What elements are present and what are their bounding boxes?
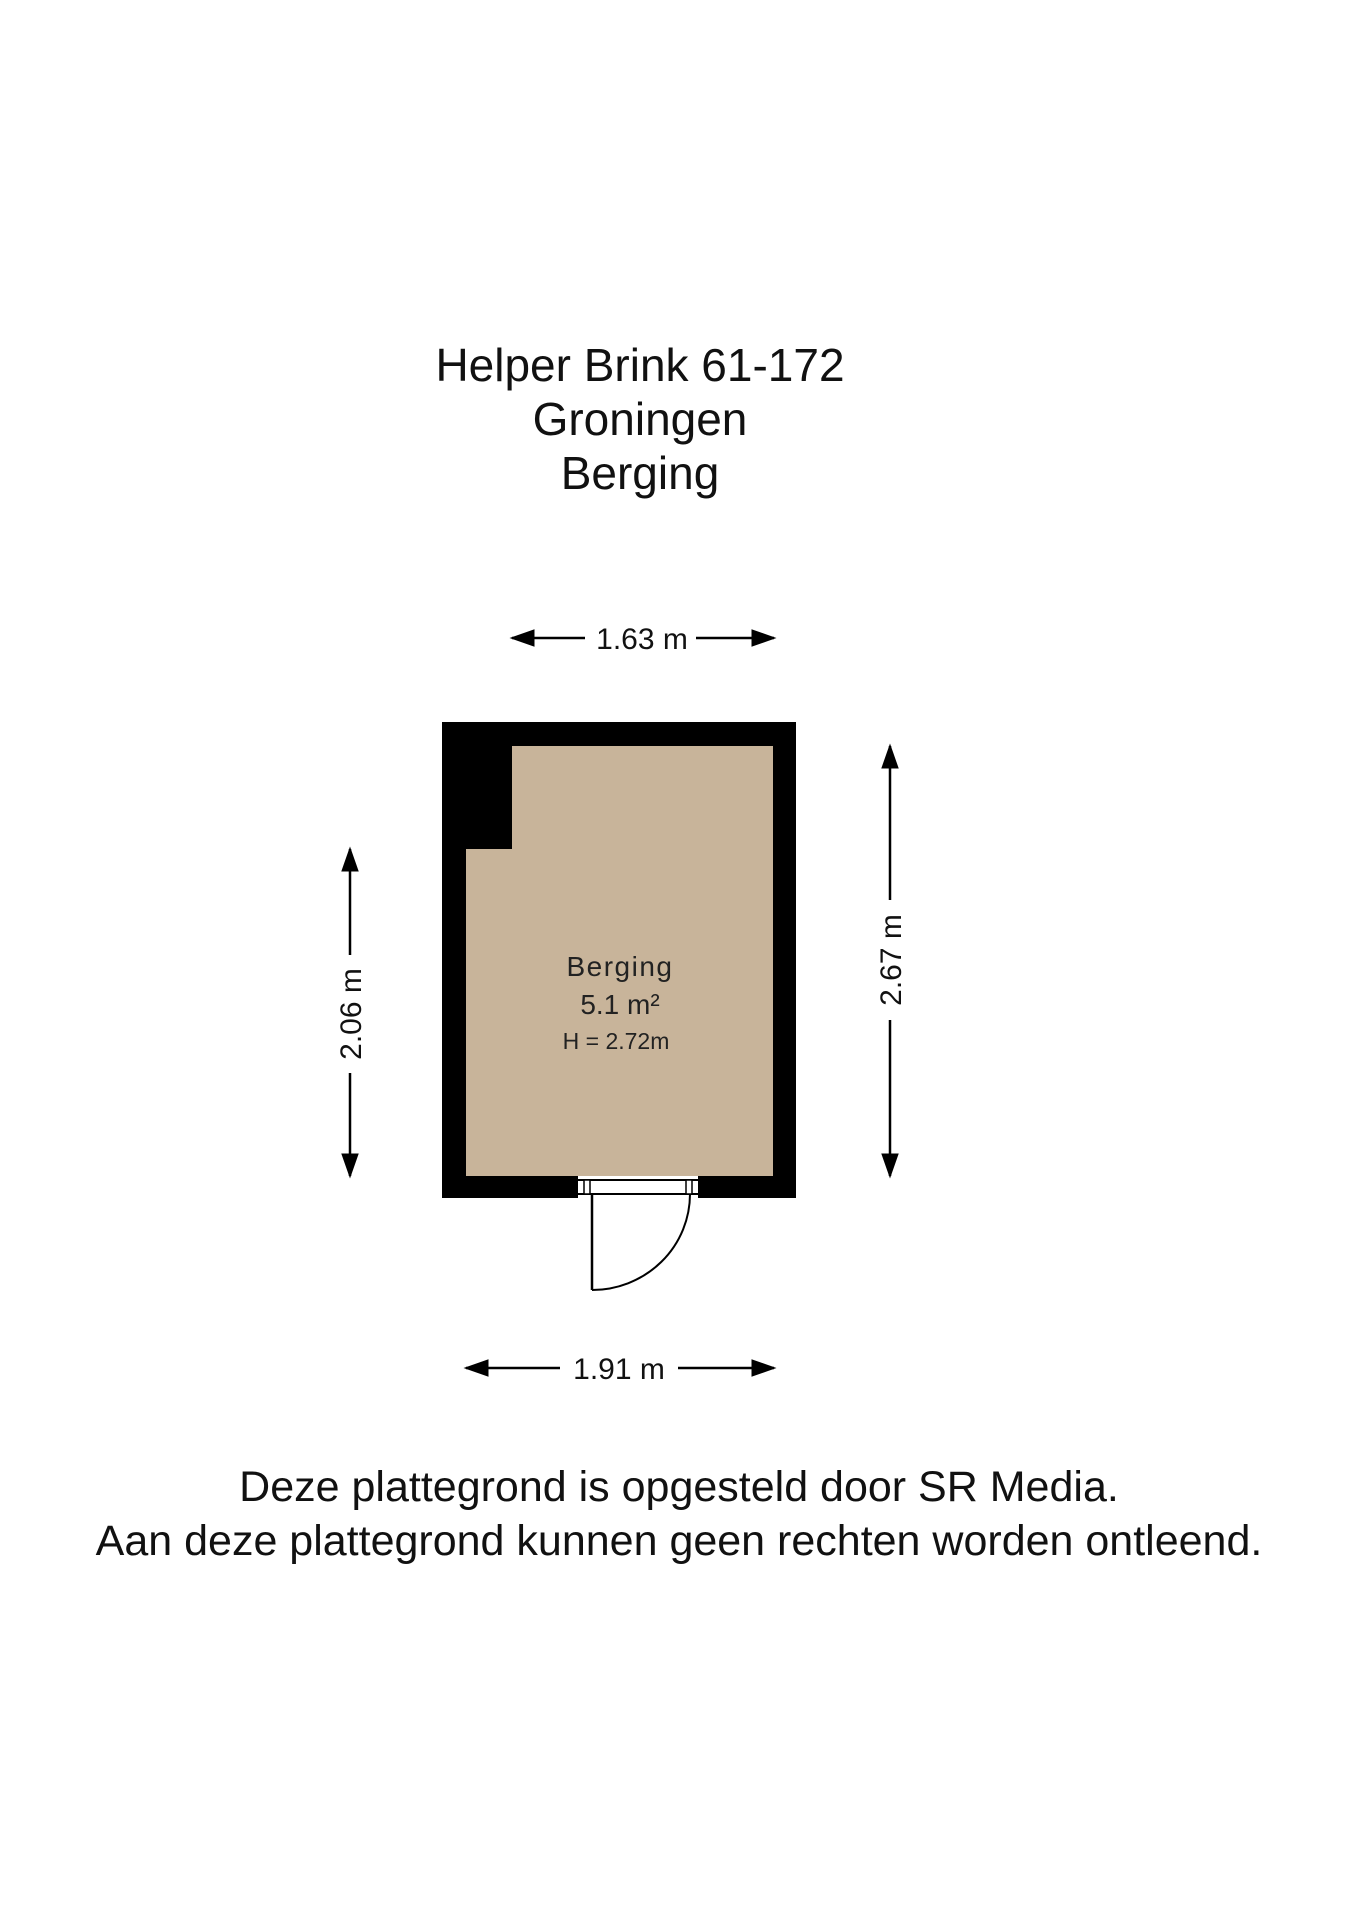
disclaimer-line-2: Aan deze plattegrond kunnen geen rechten worden ontleend. bbox=[95, 1517, 1263, 1565]
room-area-label: 5.1 m² bbox=[580, 989, 660, 1020]
dimension-label-left: 2.06 m bbox=[335, 968, 368, 1060]
room-name-label: Berging bbox=[566, 951, 674, 982]
disclaimer bbox=[0, 1460, 1358, 1568]
door-jamb bbox=[686, 1180, 692, 1194]
dimension-label-bottom: 1.91 m bbox=[573, 1353, 665, 1386]
disclaimer-line-1: Deze plattegrond is opgesteld door SR Media. bbox=[239, 1463, 1119, 1511]
dimension-label-right: 2.67 m bbox=[875, 914, 908, 1006]
city-line: Groningen bbox=[532, 393, 748, 445]
door-swing-arc bbox=[592, 1194, 690, 1290]
door-jamb bbox=[584, 1180, 590, 1194]
dimension-label-top: 1.63 m bbox=[596, 623, 688, 656]
room-height-label: H = 2.72m bbox=[562, 1028, 670, 1054]
floor-name-line: Berging bbox=[560, 447, 720, 499]
address-line: Helper Brink 61-172 bbox=[435, 339, 845, 391]
